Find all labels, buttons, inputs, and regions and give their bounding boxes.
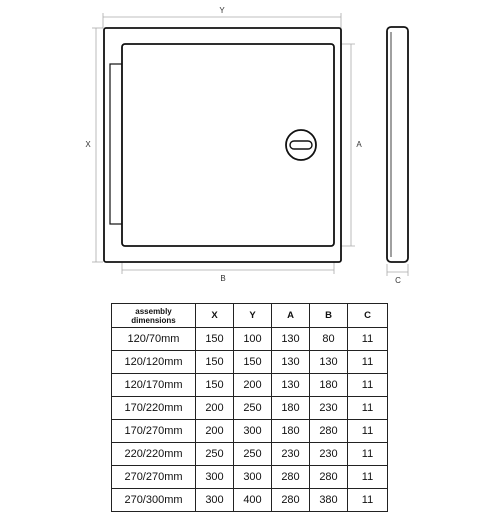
- cell-size: 220/220mm: [112, 443, 196, 466]
- header-x: X: [196, 304, 234, 328]
- table-row: [112, 489, 388, 512]
- dimensions-table: [111, 303, 388, 512]
- cell-y: 300: [234, 466, 272, 489]
- cell-b: 380: [310, 489, 348, 512]
- cell-a: 280: [272, 489, 310, 512]
- cell-y: 250: [234, 397, 272, 420]
- cell-y: 250: [234, 443, 272, 466]
- cell-y: 300: [234, 420, 272, 443]
- cell-b: 230: [310, 397, 348, 420]
- cell-b: 280: [310, 420, 348, 443]
- table-header-row: [112, 304, 388, 328]
- cell-y: 400: [234, 489, 272, 512]
- hinge-strip: [110, 64, 122, 224]
- cell-size: 120/170mm: [112, 374, 196, 397]
- cell-a: 180: [272, 397, 310, 420]
- cell-b: 230: [310, 443, 348, 466]
- cell-y: 200: [234, 374, 272, 397]
- cell-size: 120/70mm: [112, 328, 196, 351]
- cell-b: 180: [310, 374, 348, 397]
- dim-label-y: Y: [219, 6, 225, 15]
- dimension-y: [103, 13, 341, 28]
- cell-x: 300: [196, 489, 234, 512]
- table-row: [112, 397, 388, 420]
- cell-a: 130: [272, 374, 310, 397]
- cell-x: 150: [196, 374, 234, 397]
- cell-c: 11: [348, 328, 388, 351]
- cell-y: 100: [234, 328, 272, 351]
- cell-a: 130: [272, 328, 310, 351]
- lock-icon: [286, 130, 316, 160]
- table-row: [112, 420, 388, 443]
- cell-x: 300: [196, 466, 234, 489]
- cell-a: 230: [272, 443, 310, 466]
- table-row: [112, 374, 388, 397]
- cell-a: 130: [272, 351, 310, 374]
- table-row: [112, 351, 388, 374]
- cell-c: 11: [348, 397, 388, 420]
- header-b: B: [310, 304, 348, 328]
- dimension-c: [387, 264, 408, 276]
- dim-label-b: B: [220, 274, 226, 283]
- dim-label-x: X: [85, 140, 91, 149]
- cell-b: 280: [310, 466, 348, 489]
- header-c: C: [348, 304, 388, 328]
- dimension-x: [92, 28, 103, 262]
- cell-size: 170/270mm: [112, 420, 196, 443]
- dim-label-c: C: [395, 276, 401, 285]
- dim-label-a: A: [356, 140, 362, 149]
- table-row: [112, 443, 388, 466]
- cell-x: 250: [196, 443, 234, 466]
- cell-x: 200: [196, 420, 234, 443]
- table-row: [112, 466, 388, 489]
- side-profile: [387, 27, 408, 262]
- cell-size: 120/120mm: [112, 351, 196, 374]
- cell-c: 11: [348, 374, 388, 397]
- cell-c: 11: [348, 489, 388, 512]
- cell-y: 150: [234, 351, 272, 374]
- cell-b: 130: [310, 351, 348, 374]
- cell-c: 11: [348, 443, 388, 466]
- cell-c: 11: [348, 466, 388, 489]
- cell-b: 80: [310, 328, 348, 351]
- cell-c: 11: [348, 420, 388, 443]
- cell-a: 180: [272, 420, 310, 443]
- table-row: [112, 328, 388, 351]
- header-y: Y: [234, 304, 272, 328]
- header-assembly-dimensions: assembly dimensions: [112, 304, 196, 328]
- cell-size: 270/300mm: [112, 489, 196, 512]
- cell-size: 270/270mm: [112, 466, 196, 489]
- header-a: A: [272, 304, 310, 328]
- cell-x: 150: [196, 351, 234, 374]
- cell-a: 280: [272, 466, 310, 489]
- dimension-b: [122, 262, 334, 274]
- cell-c: 11: [348, 351, 388, 374]
- cell-size: 170/220mm: [112, 397, 196, 420]
- cell-x: 150: [196, 328, 234, 351]
- cell-x: 200: [196, 397, 234, 420]
